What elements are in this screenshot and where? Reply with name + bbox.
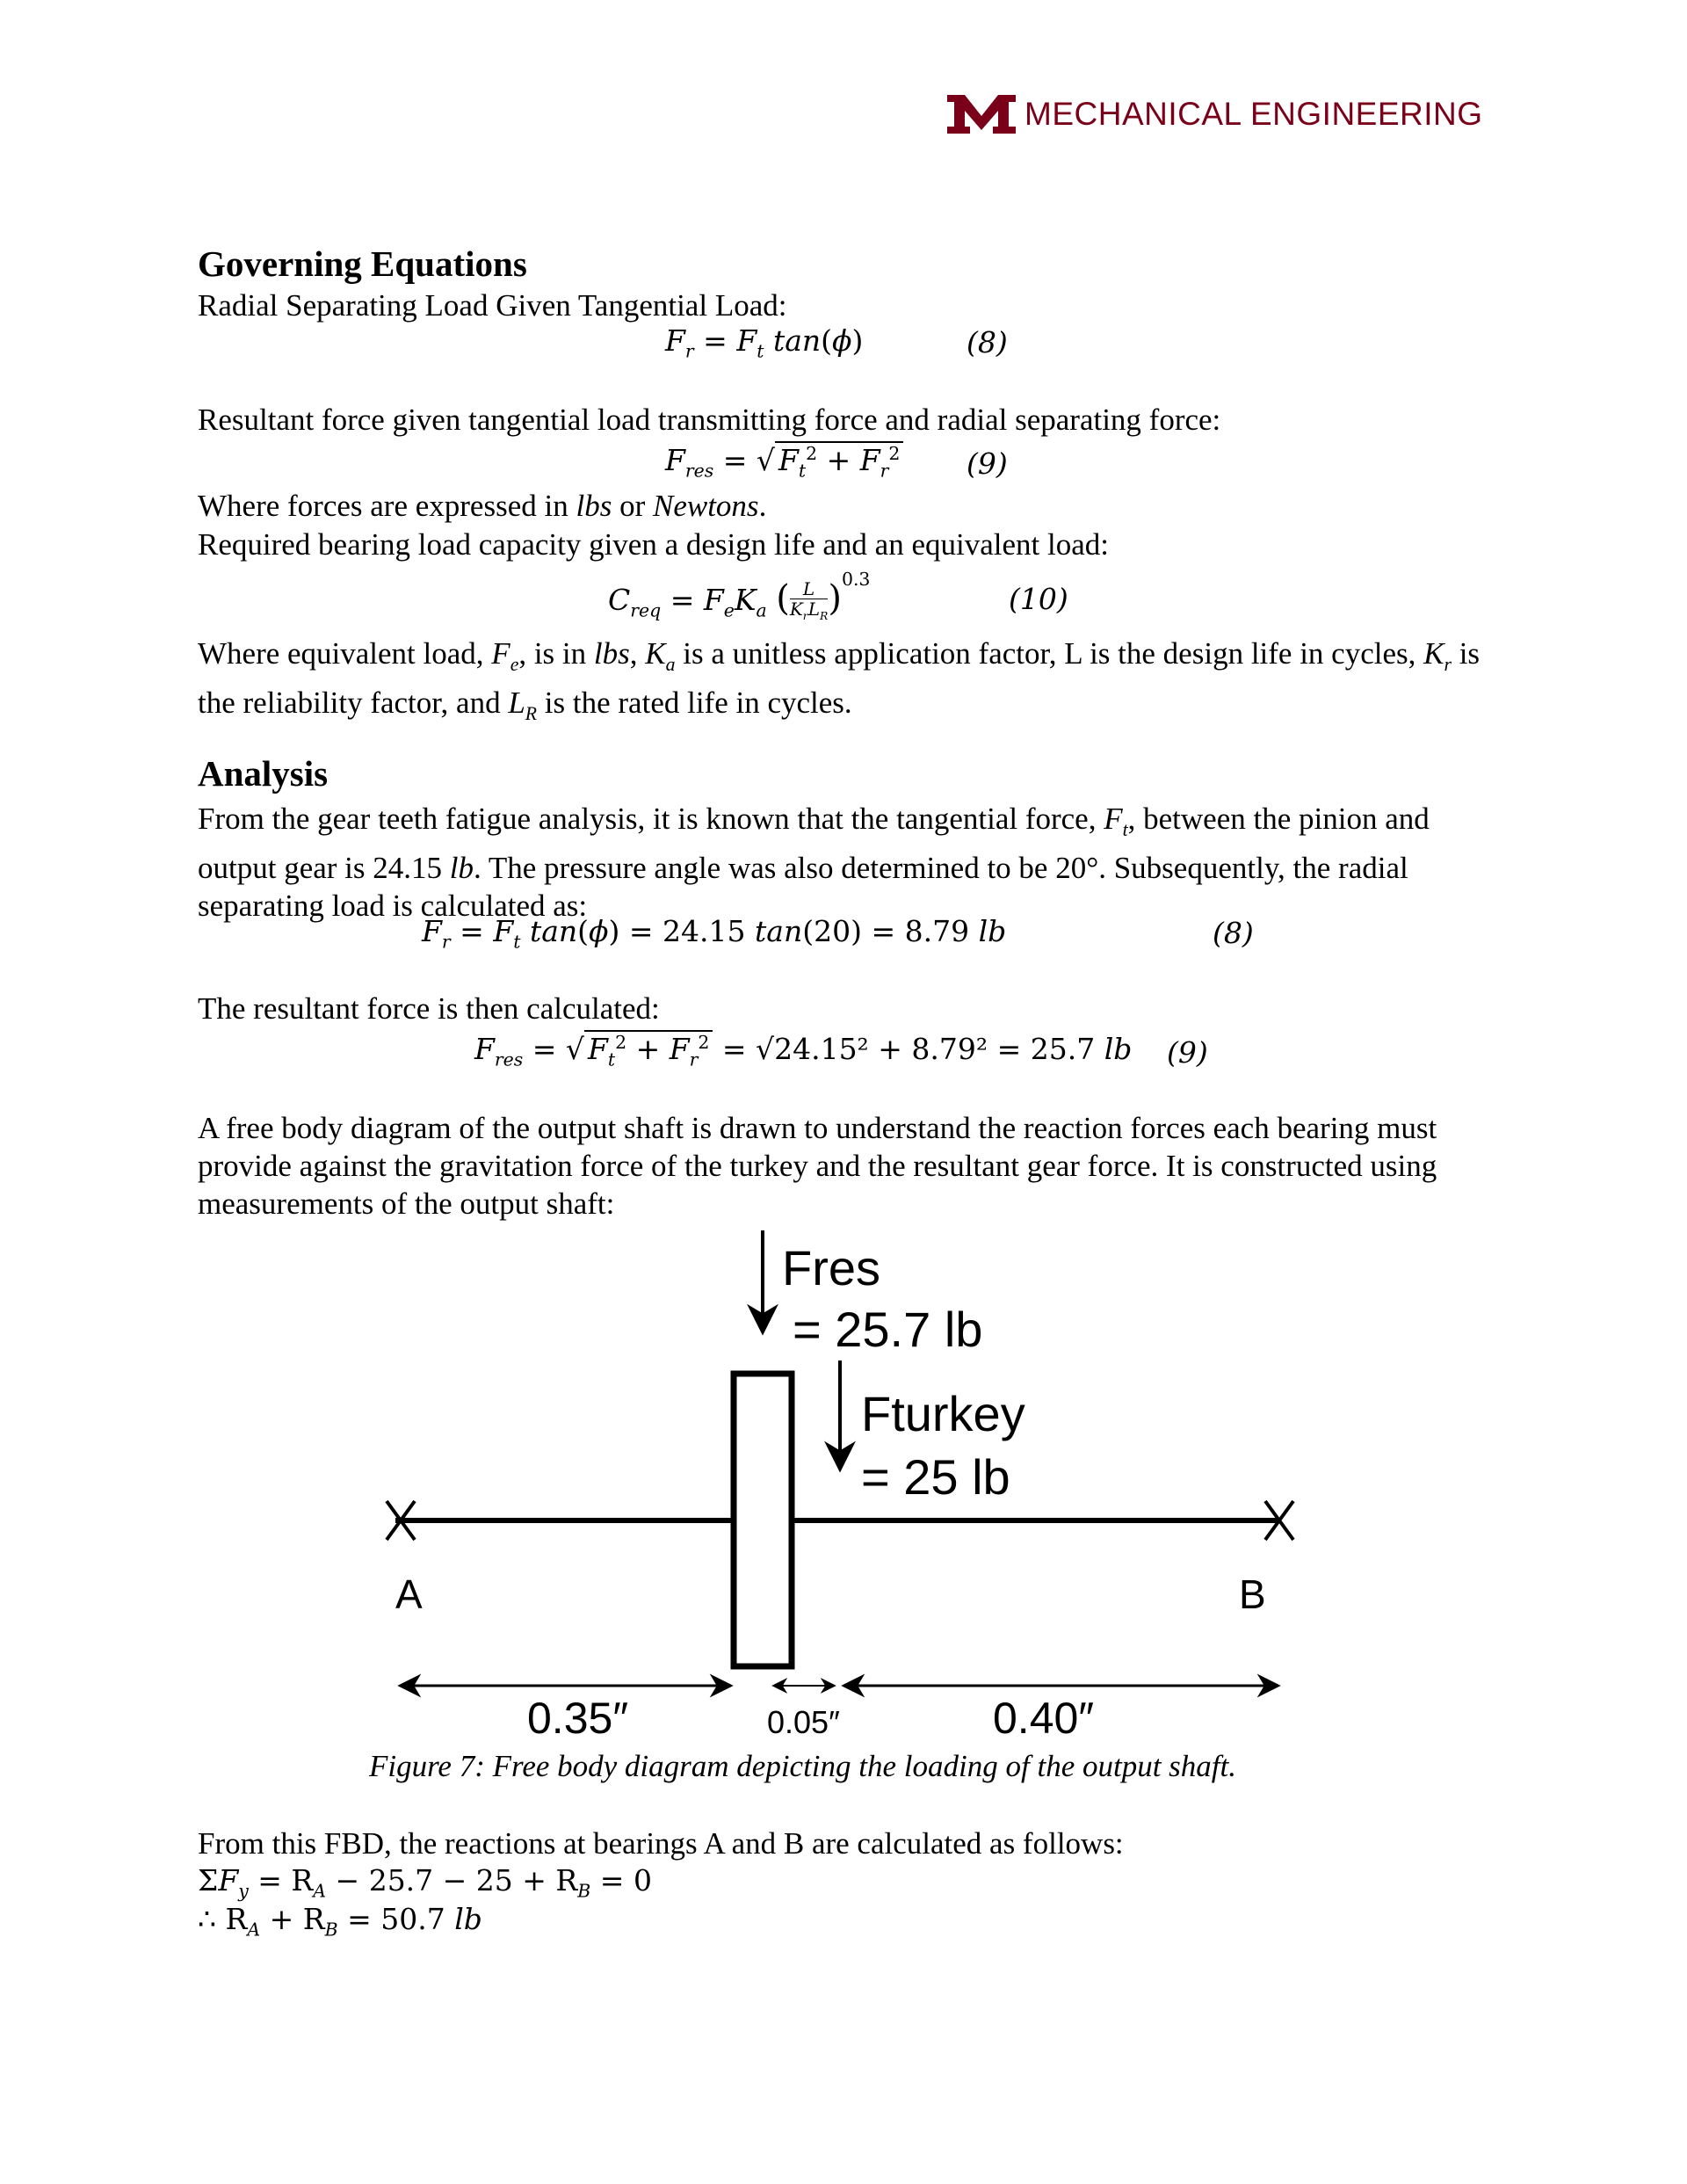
equation-10-label: (10)	[1009, 582, 1068, 616]
resultant-intro: Resultant force given tangential load transmitting force and radial separating force:	[198, 403, 1221, 437]
radial-intro: Radial Separating Load Given Tangential Load:	[198, 288, 787, 323]
reaction-sum-equation: ∴ $R_A + R_B = 50.7$ lb	[198, 1902, 482, 1941]
bearing-intro: Required bearing load capacity given a design life and an equivalent load:	[198, 527, 1109, 562]
fturkey-label: Fturkey	[861, 1386, 1025, 1441]
dim-left-label: 0.35″	[527, 1694, 629, 1743]
where-paragraph: Where equivalent load, $F_e$, is in lbs, $K_a$ is a unitless application factor, L is the design life in cycles, $K_r$ is the reliability factor, and $L_R$ is the rated life in cycles.	[198, 636, 1481, 724]
equation-9-label: (9)	[967, 446, 1008, 481]
dim-mid-label: 0.05″	[767, 1704, 840, 1740]
units-line: Where forces are expressed in lbs or Newtons.	[198, 489, 767, 523]
dim-right-label: 0.40″	[993, 1694, 1095, 1743]
fbd-paragraph: A free body diagram of the output shaft is drawn to understand the reaction forces each bearing must provide against the gravitation force of the turkey and the resultant gear force. It is constructed using measurements of the output shaft:	[198, 1111, 1437, 1221]
resultant-line: The resultant force is then calculated:	[198, 991, 660, 1026]
equation-9-solved: $F_{res}$ = √ $F_t^2 + F_r^2 = √24.15^2 + 8.79^2 = 25.7$ lb	[474, 1032, 1133, 1070]
equation-8-solved: $F_r = F_t$ tan(ϕ) = 24.15 tan(20) = 8.79 lb	[422, 914, 1007, 953]
equation-8: $F_r = F_t$ tan(ϕ)	[665, 323, 864, 362]
fres-label: Fres	[782, 1240, 880, 1295]
conclusion-intro: From this FBD, the reactions at bearings A and B are calculated as follows:	[198, 1826, 1124, 1861]
fres-value: = 25.7 lb	[793, 1302, 983, 1357]
analysis-paragraph: From the gear teeth fatigue analysis, it is known that the tangential force, $F_t$, between the pinion and output gear is 24.15 lb. The pressure angle was also determined to be 20°. Subsequently, the radial separating load is calculated as:	[198, 802, 1430, 923]
sum-of-forces-equation: $\Sigma F_y = R_A - 25.7 - 25 + R_B = 0$	[198, 1863, 652, 1902]
figure-caption: Figure 7: Free body diagram depicting the loading of the output shaft.	[369, 1749, 1236, 1783]
equation-10: $C_{req} = F_eK_a$ ( L $K_rL_R$ )$^{0.3}$	[608, 569, 871, 622]
equation-8-label: (8)	[967, 325, 1008, 359]
equation-8-solved-label: (8)	[1213, 916, 1254, 950]
fturkey-value: = 25 lb	[861, 1449, 1010, 1505]
bearing-a-label: A	[395, 1571, 423, 1617]
bearing-b-label: B	[1239, 1571, 1266, 1617]
equation-9-solved-label: (9)	[1167, 1035, 1208, 1070]
department-title: MECHANICAL ENGINEERING	[1025, 96, 1483, 132]
analysis-heading: Analysis	[198, 753, 329, 794]
gear-rectangle	[734, 1374, 792, 1666]
equation-9: $F_{res}$ = √ $F_t^2 + F_r^2$	[665, 443, 903, 482]
governing-heading: Governing Equations	[198, 243, 527, 284]
